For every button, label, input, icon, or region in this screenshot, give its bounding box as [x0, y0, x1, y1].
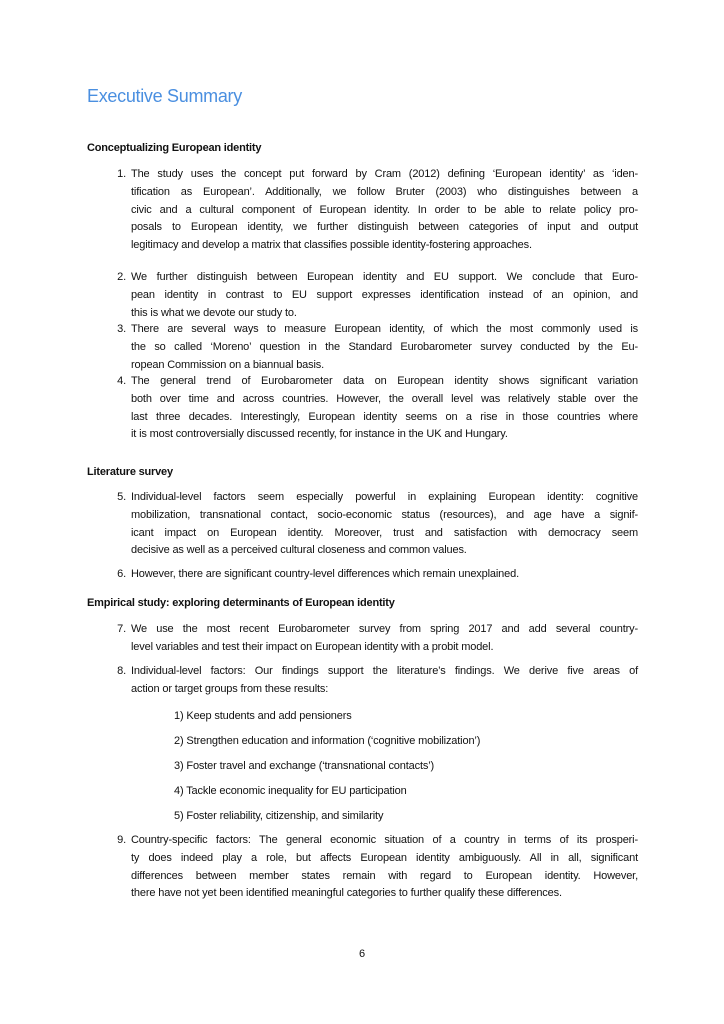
text-line: there have not yet been identified meaningful categories to further qualify these differences. — [131, 887, 562, 900]
list-item-text — [131, 832, 638, 903]
list-item — [106, 489, 638, 560]
list-item-text — [131, 373, 638, 444]
text-line: The study uses the concept put forward by Cram (2012) defining ‘European identity’ as ‘iden- — [131, 168, 638, 180]
text-line: Individual-level factors seem especially powerful in explaining European identity: cognitive — [131, 491, 638, 503]
text-line: the so called ‘Moreno’ question in the Standard Eurobarometer survey conducted by the Eu- — [131, 340, 638, 353]
text-line: decisive as well as a perceived cultural closeness and common values. — [131, 544, 467, 557]
list-item-text — [131, 489, 638, 560]
list-number: 7. — [117, 623, 126, 635]
sub-list-item: 5) Foster reliability, citizenship, and similarity — [174, 810, 384, 822]
list-item — [106, 373, 638, 444]
list-number: 5. — [117, 491, 126, 503]
list-item — [106, 566, 638, 584]
list-item — [106, 663, 638, 699]
sub-list-item: 4) Tackle economic inequality for EU participation — [174, 785, 407, 797]
text-line: this is what we devote our study to. — [131, 306, 297, 319]
list-item-text — [131, 166, 638, 255]
list-item — [106, 621, 638, 657]
text-line: action or target groups from these results: — [131, 682, 329, 695]
text-line: differences between member states remain with regard to European identity. However, — [131, 869, 638, 882]
text-line: mobilization, transnational contact, socio-economic status (resources), and age have a signif- — [131, 508, 638, 521]
list-item-text — [131, 321, 638, 374]
sub-list-item: 1) Keep students and add pensioners — [174, 710, 352, 722]
text-line: icant impact on European identity. Moreover, trust and satisfaction with democracy seem — [131, 526, 638, 539]
list-item — [106, 832, 638, 903]
list-number: 8. — [117, 665, 126, 677]
text-line: level variables and test their impact on European identity with a probit model. — [131, 640, 494, 653]
text-line: ropean Commission on a biannual basis. — [131, 358, 325, 371]
list-number: 1. — [117, 168, 126, 180]
sub-list-item: 2) Strengthen education and information (‘cognitive mobilization’) — [174, 735, 481, 747]
text-line: Individual-level factors: Our findings support the literature’s findings. We derive five areas of — [131, 665, 638, 677]
text-line: both over time and across countries. However, the overall level was relatively stable over the — [131, 392, 638, 405]
list-number: 6. — [117, 568, 126, 580]
list-item — [106, 166, 638, 255]
section-heading-conceptualizing: Conceptualizing European identity — [87, 142, 262, 154]
list-item-text — [131, 269, 638, 322]
list-item — [106, 269, 638, 322]
list-item-text — [131, 663, 638, 699]
section-heading-empirical: Empirical study: exploring determinants of European identity — [87, 597, 395, 609]
text-line: The general trend of Eurobarometer data on European identity shows significant variation — [131, 375, 638, 387]
text-line: legitimacy and develop a matrix that classifies possible identity-fostering approaches. — [131, 239, 532, 252]
list-number: 9. — [117, 834, 126, 846]
text-line: last three decades. Interestingly, European identity seems on a rise in those countries where — [131, 410, 638, 423]
text-line: it is most controversially discussed recently, for instance in the UK and Hungary. — [131, 428, 508, 441]
list-number: 2. — [117, 271, 126, 283]
page-number: 6 — [358, 948, 366, 960]
text-line: We use the most recent Eurobarometer survey from spring 2017 and add several country- — [131, 623, 638, 635]
text-line: Country-specific factors: The general economic situation of a country in terms of its prosperi- — [131, 834, 638, 846]
text-line: tification as European’. Additionally, we follow Bruter (2003) who distinguishes between a — [131, 185, 638, 198]
text-line: ty does indeed play a role, but affects European identity ambiguously. All in all, significant — [131, 851, 638, 864]
list-number: 3. — [117, 323, 126, 335]
text-line: pean identity in contrast to EU support expresses identification instead of an opinion, and — [131, 288, 638, 301]
list-item-text — [131, 566, 638, 584]
text-line: We further distinguish between European identity and EU support. We conclude that Euro- — [131, 271, 638, 283]
page-title: Executive Summary — [87, 86, 242, 106]
list-item — [106, 321, 638, 374]
text-line: posals to European identity, we further distinguish between categories of input and output — [131, 221, 638, 234]
text-line: There are several ways to measure European identity, of which the most commonly used is — [131, 323, 638, 335]
text-line: civic and a cultural component of European identity. In order to be able to relate policy pro- — [131, 203, 638, 216]
list-item-text — [131, 621, 638, 657]
sub-list-item: 3) Foster travel and exchange (‘transnational contacts’) — [174, 760, 435, 772]
text-line: However, there are significant country-level differences which remain unexplained. — [131, 568, 519, 580]
section-heading-literature: Literature survey — [87, 466, 173, 478]
list-number: 4. — [117, 375, 126, 387]
